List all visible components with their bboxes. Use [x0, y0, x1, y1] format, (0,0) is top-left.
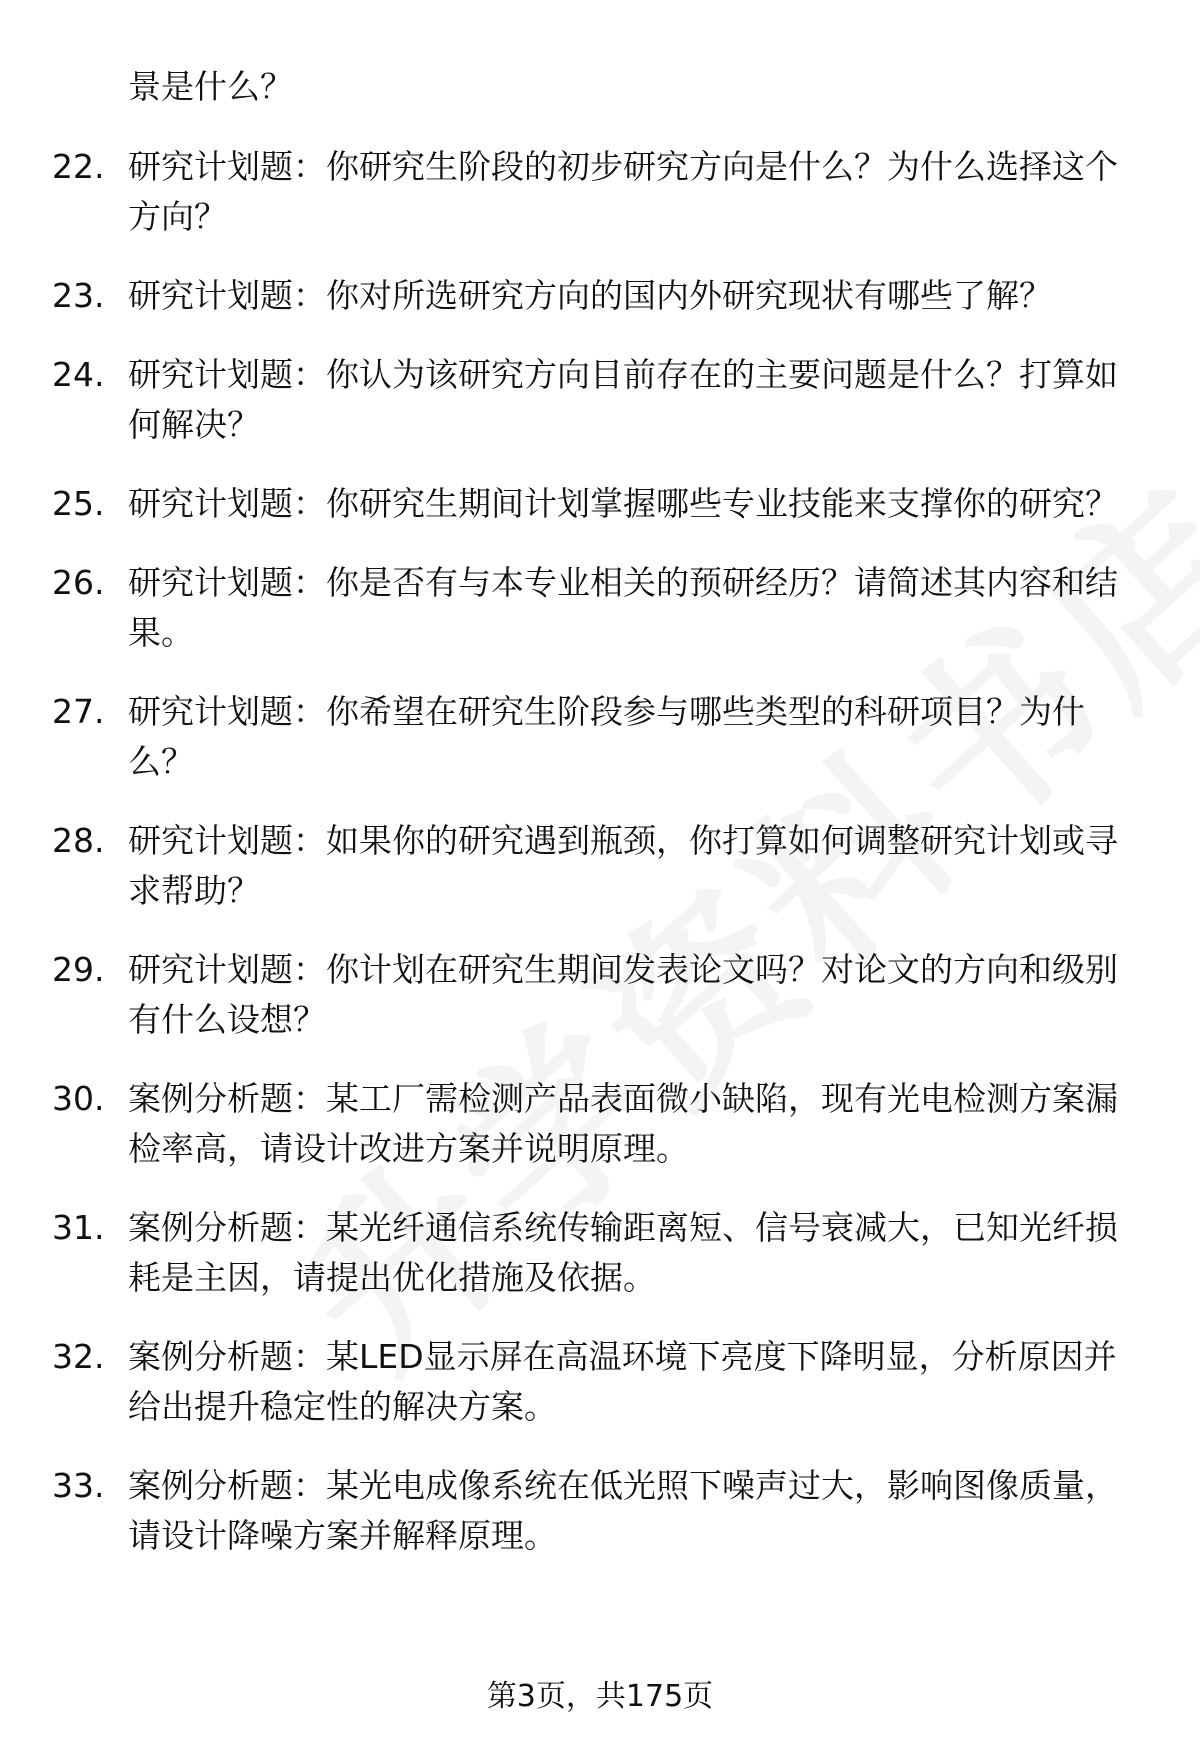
- question-item: [52, 1074, 1152, 1174]
- question-number: 24.: [52, 355, 105, 394]
- question-text: 研究计划题：你认为该研究方向目前存在的主要问题是什么？打算如何解决？: [128, 355, 1118, 444]
- question-number: 22.: [52, 147, 105, 186]
- question-number: 32.: [52, 1337, 105, 1376]
- question-item: [52, 816, 1152, 916]
- question-item: [52, 479, 1152, 529]
- question-text: 案例分析题：某LED显示屏在高温环境下亮度下降明显，分析原因并给出提升稳定性的解决方案。: [128, 1337, 1117, 1426]
- question-text: 研究计划题：你希望在研究生阶段参与哪些类型的科研项目？为什么？: [128, 692, 1085, 781]
- question-number: 31.: [52, 1208, 105, 1247]
- question-text: 研究计划题：你研究生期间计划掌握哪些专业技能来支撑你的研究？: [128, 484, 1118, 523]
- question-number: 26.: [52, 563, 105, 602]
- question-text: 研究计划题：你是否有与本专业相关的预研经历？请简述其内容和结果。: [128, 563, 1118, 652]
- question-text: 案例分析题：某工厂需检测产品表面微小缺陷，现有光电检测方案漏检率高，请设计改进方案并说明原理。: [128, 1079, 1118, 1168]
- question-number: 28.: [52, 821, 105, 860]
- question-text: 研究计划题：如果你的研究遇到瓶颈，你打算如何调整研究计划或寻求帮助？: [128, 821, 1118, 910]
- question-number: 23.: [52, 276, 105, 315]
- continued-question-text: 景是什么？: [128, 67, 293, 106]
- question-item: [52, 271, 1152, 321]
- question-item: [52, 1332, 1152, 1432]
- question-number: 33.: [52, 1466, 105, 1505]
- question-list: [52, 142, 1152, 1590]
- question-item: [52, 1203, 1152, 1303]
- question-item: [52, 945, 1152, 1045]
- question-text: 研究计划题：你对所选研究方向的国内外研究现状有哪些了解？: [128, 276, 1052, 315]
- question-number: 30.: [52, 1079, 105, 1118]
- question-number: 25.: [52, 484, 105, 523]
- question-item: [52, 558, 1152, 658]
- question-item: [52, 1461, 1152, 1561]
- question-number: 27.: [52, 692, 105, 731]
- question-text: 研究计划题：你研究生阶段的初步研究方向是什么？为什么选择这个方向？: [128, 147, 1118, 236]
- question-item: [52, 687, 1152, 787]
- page-footer: 第3页，共175页: [486, 1679, 714, 1714]
- question-text: 案例分析题：某光电成像系统在低光照下噪声过大，影响图像质量，请设计降噪方案并解释原理。: [128, 1466, 1118, 1555]
- question-item: [52, 350, 1152, 450]
- question-number: 29.: [52, 950, 105, 989]
- question-text: 研究计划题：你计划在研究生期间发表论文吗？对论文的方向和级别有什么设想？: [128, 950, 1118, 1039]
- question-text: 案例分析题：某光纤通信系统传输距离短、信号衰减大，已知光纤损耗是主因，请提出优化措施及依据。: [128, 1208, 1118, 1297]
- question-item: [52, 142, 1152, 242]
